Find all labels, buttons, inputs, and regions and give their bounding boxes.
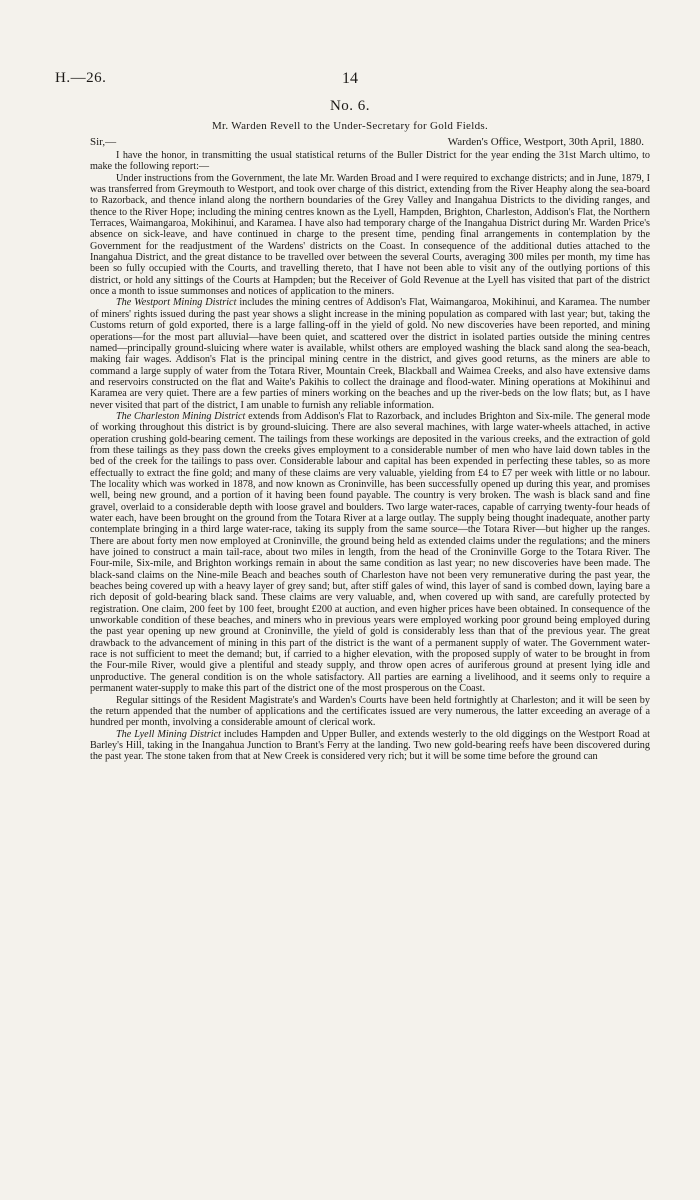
letter-subheading: Mr. Warden Revell to the Under-Secretary for Gold Fields. bbox=[211, 120, 489, 132]
report-reference: H.—26. bbox=[55, 70, 107, 86]
paragraph-text: includes Hampden and Upper Buller, and extends westerly to the old diggings on the Westport Road at Barley's Hill, taking in the Inangahua Junction to Brant's Ferry at the landing. Two new gold-bearing reefs have been discovered during the past year. The stone taken from that at New Creek is considered very rich; but it will be some time before the ground can bbox=[90, 728, 650, 763]
paragraph-text: extends from Addison's Flat to Razorback, and includes Brighton and Six-mile. The general mode of working throughout this district is by ground-sluicing. There are also several machines, with large water-wheels attached, in active operation crushing gold-bearing cement. The tailings from these workings are deposited in the various creeks, and the extraction of gold from these tailings as they pass down the creeks gives employment to a considerable number of men who have laid down tables in the bed of the creek for the tailings to pass over. Considerable labour and capital has been expended in perfecting these tables, so as more effectually to extract the fine gold; and many of these claims are very valuable, yielding from £4 to £7 per week with little or no labour. The locality which was worked in 1878, and now known as Croninville, has been successfully opened up during this year, and promises well, being new ground, and a portion of it having been found payable. The country is very broken. The wash is black sand and fine gravel, overlaid to a considerable depth with loose gravel and boulders. Two large water-races, capable of carrying twenty-four heads of water each, have been brought on the ground from the Totara River at a large outlay. The supply being thought inadequate, another party contemplate bringing in a third large water-race, taking its supply from the same source—the Totara River—but higher up the ranges. There are about forty men now employed at Croninville, the ground being held as extended claims under the regulations; and the miners have joined to construct a main tail-race, about two miles in length, from the head of the Croninville Gorge to the Totara River. The Four-mile, Six-mile, and Brighton workings remain in about the same condition as last year; no new discoveries have been made. The black-sand claims on the Nine-mile Beach and beaches south of Charleston have not been very remunerative during the past year, the beaches being covered up with a heavy layer of grey sand; but, after stiff gales of wind, this layer of sand is combed down, laying bare a rich deposit of gold-bearing black sand. These claims are very valuable, and, when covered up with sand, are carefully protected by registration. One claim, 200 feet by 100 feet, brought £200 at auction, and even higher prices have been obtained. In consequence of the unworkable condition of these beaches, and miners who in previous years were employed working poor ground being employed during the past year opening up new ground at Croninville, the yield of gold is considerably less than that of the previous year. The great drawback to the advancement of mining in this part of the district is the want of a permanent supply of water. The Government water-race is not sufficient to meet the demand; but, if carried to a higher elevation, with the proposed supply of water to be brought in from the Four-mile River, would give a plentiful and steady supply, and throw open acres of auriferous ground at present lying idle and unproductive. The general condition is on the whole satisfactory. All parties are earning a livelihood, and it seems only to require a permanent water-supply to make this part of the district one of the most prosperous on the Coast. bbox=[90, 410, 650, 695]
paragraph-lead: The Lyell Mining District bbox=[116, 728, 221, 740]
dateline: Warden's Office, Westport, 30th April, 1880. bbox=[447, 136, 644, 148]
paragraph bbox=[90, 411, 650, 695]
paragraph bbox=[90, 150, 650, 173]
paragraph-lead: The Charleston Mining District bbox=[116, 410, 246, 422]
paragraph bbox=[90, 173, 650, 298]
page-number: 14 bbox=[342, 70, 358, 87]
paragraph-text: I have the honor, in transmitting the usual statistical returns of the Buller District for the year ending the 31st March ultimo, to make the following report:— bbox=[90, 150, 650, 173]
letter-number-heading: No. 6. bbox=[329, 98, 371, 114]
paragraph-text: Regular sittings of the Resident Magistrate's and Warden's Courts have been held fortnightly at Charleston; and it will be seen by the return appended that the number of applications and the certificates issued are very numerous, the latter exceeding an average of a hundred per month, involving a considerable amount of clerical work. bbox=[90, 694, 650, 729]
paragraph-lead: The Westport Mining District bbox=[116, 297, 237, 309]
paragraph bbox=[90, 695, 650, 729]
paragraph-text: Under instructions from the Government, the late Mr. Warden Broad and I were required to exchange districts; and in June, 1879, I was transferred from Greymouth to Westport, and took over charge of this district, extending from the River Heaphy along the sea-board to Razorback, and thence inland along the northern boundaries of the Grey Valley and Inangahua Districts to the dividing ranges, and thence to the River Hope; including the mining centres known as the Lyell, Hampden, Brighton, Charleston, Addison's Flat, the Northern Terraces, Waimangaroa, Mokihinui, and Karamea. I have also had temporary charge of the Inangahua District during Mr. Warden Price's absence on sick-leave, and have continued in charge to the present time, pending final arrangements in contemplation by the Government for the readjustment of the Wardens' districts on the Coast. In consequence of the additional duties attached to the Inangahua District, and the great distance to be travelled over between the several Courts, averaging 300 miles per month, my time has been so fully occupied with the Courts, and travelling thereto, that I have not been able to visit any of the outlying portions of this district, or hold any sittings of the Courts at Hampden; but the Receiver of Gold Revenue at the Lyell has visited that part of the district once a month to issue summonses and notices of application to the miners. bbox=[90, 172, 650, 298]
letter-body bbox=[90, 150, 650, 763]
paragraph bbox=[90, 297, 650, 410]
salutation: Sir,— bbox=[90, 136, 117, 148]
paragraph-text: includes the mining centres of Addison's Flat, Waimangaroa, Mokihinui, and Karamea. The number of miners' rights issued during the past year shows a slight increase in the mining population as compared with last year; but, taking the Customs return of gold exported, there is a large falling-off in the yield of gold. No new discoveries have been reported, and mining operations—for the most part alluvial—have been quiet, and scattered over the district in isolated parties outside the mining centres named—principally ground-sluicing where water is available, whilst others are employed washing the black sand along the sea-beach, making fair wages. Addison's Flat is the principal mining centre in the district, and gives good returns, as the miners are able to command a large supply of water from the Totara River, Mountain Creek, Blackball and Waimea Creeks, and also have extensive dams and reservoirs constructed on the flat and Waite's Pakihis to collect the drainage and flood-water. Mining operations at Mokihinui and Karamea are very quiet. There are a few parties of miners working on the beaches and up the river-beds on the low flats; but, as I have never visited that part of the district, I am unable to furnish any reliable information. bbox=[90, 297, 650, 411]
paragraph bbox=[90, 729, 650, 763]
